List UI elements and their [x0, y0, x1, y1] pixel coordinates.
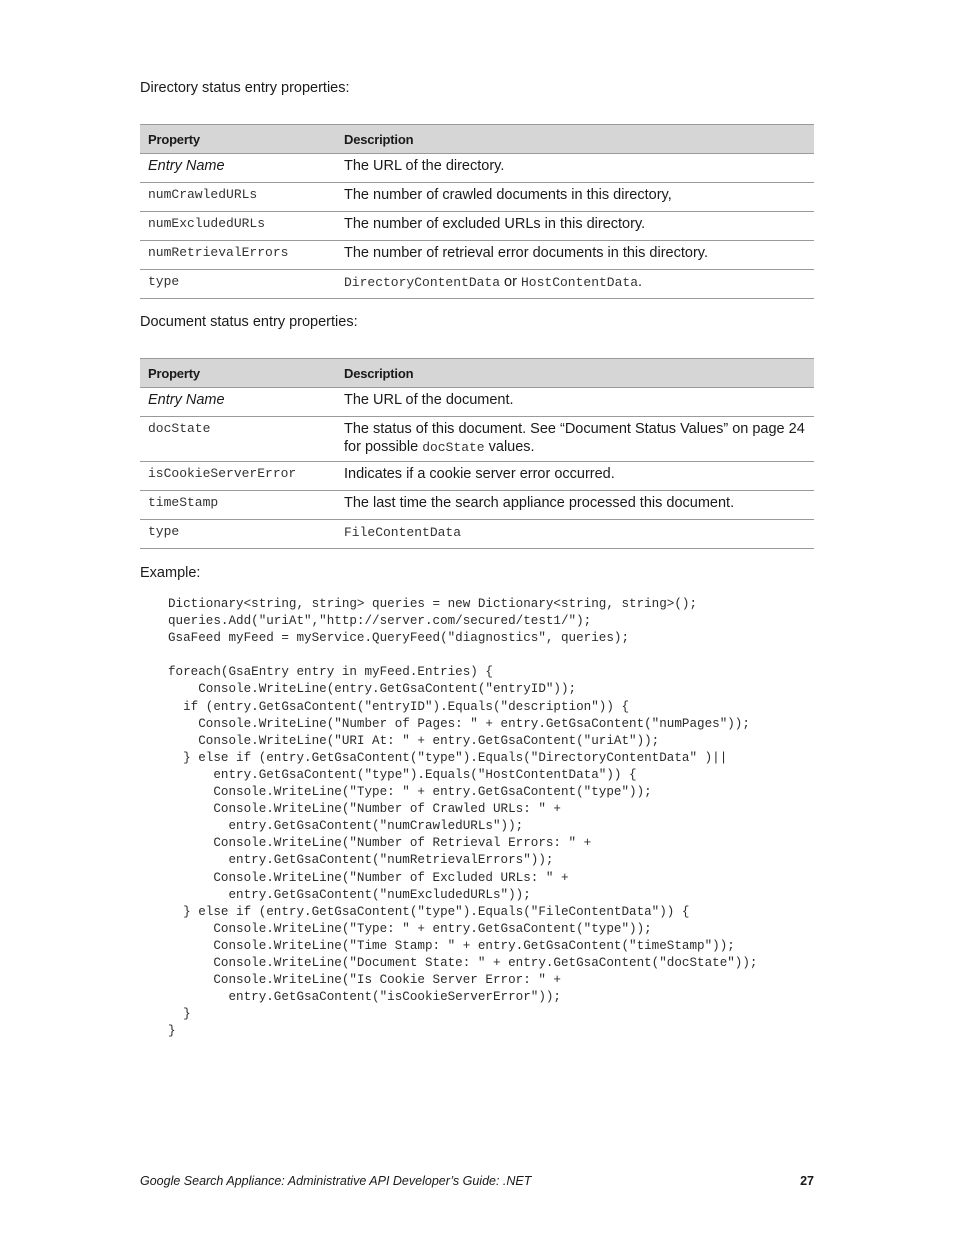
table-row	[140, 462, 814, 491]
table-row	[140, 154, 814, 183]
property-cell: timeStamp	[140, 491, 336, 520]
column-header-property: Property	[140, 359, 336, 388]
property-cell: numExcludedURLs	[140, 212, 336, 241]
description-cell: Indicates if a cookie server error occurred.	[336, 462, 814, 491]
code-value: HostContentData	[520, 275, 639, 290]
table-row	[140, 491, 814, 520]
document-intro: Document status entry properties:	[140, 314, 358, 330]
description-cell	[336, 270, 814, 299]
table-row	[140, 417, 814, 462]
code-value: FileContentData	[344, 525, 462, 540]
desc-text: or	[500, 274, 521, 290]
document-properties-table	[140, 358, 814, 549]
table-row	[140, 212, 814, 241]
desc-text: The status of this document. See “Document Status Values” on page 24 for possible	[344, 421, 805, 455]
table-row	[140, 520, 814, 549]
directory-properties-table	[140, 124, 814, 299]
table-row	[140, 388, 814, 417]
example-label: Example:	[140, 565, 201, 581]
table-row	[140, 241, 814, 270]
description-cell: The URL of the document.	[336, 388, 814, 417]
page-number: 27	[800, 1174, 814, 1188]
code-value: DirectoryContentData	[344, 275, 501, 290]
property-cell: Entry Name	[140, 154, 336, 183]
description-cell: The number of excluded URLs in this directory.	[336, 212, 814, 241]
column-header-property: Property	[140, 125, 336, 154]
table-row	[140, 183, 814, 212]
description-cell: The URL of the directory.	[336, 154, 814, 183]
directory-intro: Directory status entry properties:	[140, 80, 350, 96]
desc-text: values.	[484, 439, 535, 455]
table-header-row	[140, 359, 814, 388]
property-cell: isCookieServerError	[140, 462, 336, 491]
code-value: docState	[422, 440, 485, 455]
property-cell: docState	[140, 417, 336, 462]
table-row	[140, 270, 814, 299]
table-header-row	[140, 125, 814, 154]
property-cell: type	[140, 270, 336, 299]
description-cell	[336, 417, 814, 462]
footer-title: Google Search Appliance: Administrative API Developer’s Guide: .NET	[140, 1174, 532, 1188]
description-cell: The last time the search appliance processed this document.	[336, 491, 814, 520]
column-header-description: Description	[336, 125, 814, 154]
property-cell: numCrawledURLs	[140, 183, 336, 212]
property-cell: numRetrievalErrors	[140, 241, 336, 270]
description-cell: The number of crawled documents in this directory,	[336, 183, 814, 212]
code-example: Dictionary<string, string> queries = new Dictionary<string, string>(); queries.Add("uriAt","http://server.com/secured/test1/"); GsaFeed myFeed = myService.QueryFeed("diagnostics", queries); foreach(GsaEntry entry in myFeed.Entries) { Console.WriteLine(entry.GetGsaContent("entryID")); if (entry.GetGsaContent("entryID").Equals("description")) { Console.WriteLine("Number of Pages: " + entry.GetGsaContent("numPages")); Console.WriteLine("URI At: " + entry.GetGsaContent("uriAt")); } else if (entry.GetGsaContent("type").Equals("DirectoryContentData" )|| entry.GetGsaContent("type").Equals("HostContentData")) { Console.WriteLine("Type: " + entry.GetGsaContent("type")); Console.WriteLine("Number of Crawled URLs: " + entry.GetGsaContent("numCrawledURLs")); Console.WriteLine("Number of Retrieval Errors: " + entry.GetGsaContent("numRetrievalErrors")); Console.WriteLine("Number of Excluded URLs: " + entry.GetGsaContent("numExcludedURLs")); } else if (entry.GetGsaContent("type").Equals("FileContentData")) { Console.WriteLine("Type: " + entry.GetGsaContent("type")); Console.WriteLine("Time Stamp: " + entry.GetGsaContent("timeStamp")); Console.WriteLine("Document State: " + entry.GetGsaContent("docState")); Console.WriteLine("Is Cookie Server Error: " + entry.GetGsaContent("isCookieServerError")); } }	[168, 597, 758, 1039]
column-header-description: Description	[336, 359, 814, 388]
description-cell: The number of retrieval error documents in this directory.	[336, 241, 814, 270]
property-cell: type	[140, 520, 336, 549]
desc-text: .	[638, 274, 643, 290]
property-cell: Entry Name	[140, 388, 336, 417]
description-cell	[336, 520, 814, 549]
